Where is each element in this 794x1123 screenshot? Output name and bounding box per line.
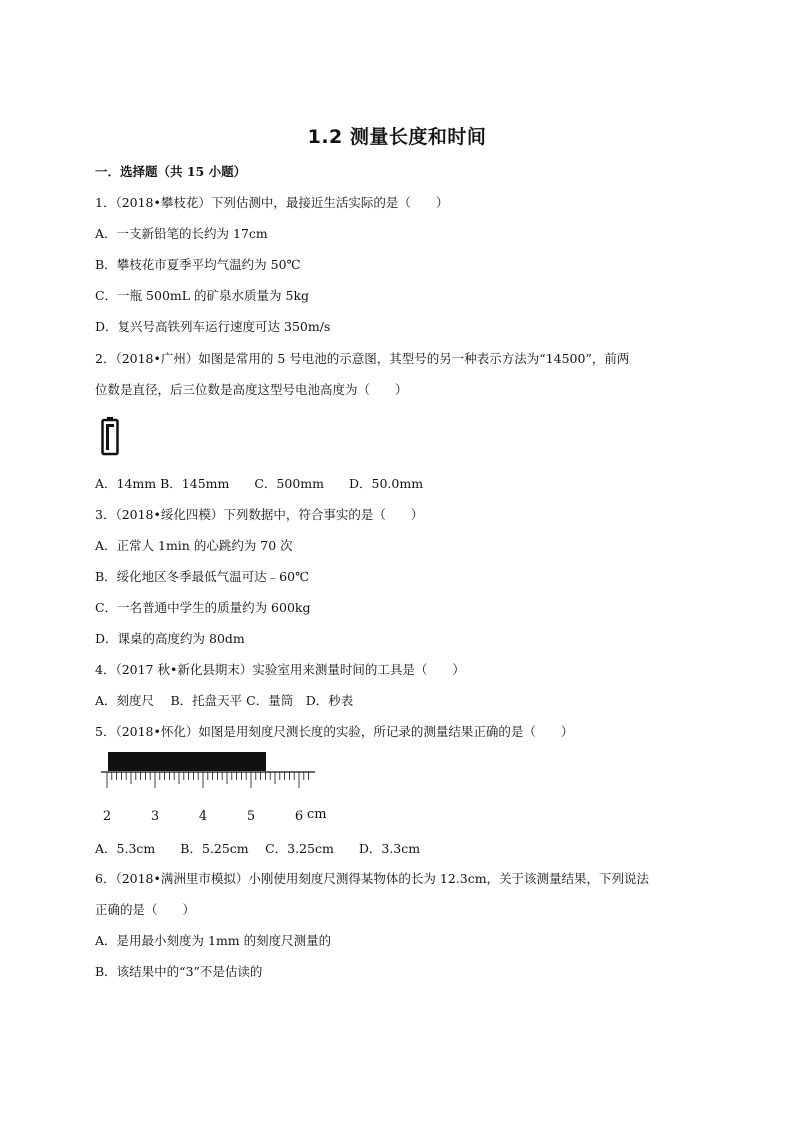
question-3-stem: 3．（2018•绥化四模）下列数据中，符合事实的是（ ）	[95, 507, 424, 522]
question-3-option-a: A．正常人 1min 的心跳约为 70 次	[95, 538, 293, 553]
ruler-ticks	[107, 772, 309, 788]
page-title: 1.2 测量长度和时间	[307, 126, 487, 148]
question-2-options: A．14mm B．145mm C．500mm D．50.0mm	[95, 476, 424, 491]
question-2-stem-line2: 位数是直径，后三位数是高度这型号电池高度为（ ）	[95, 382, 408, 397]
question-3-option-d: D．课桌的高度约为 80dm	[95, 631, 245, 646]
question-1-stem: 1．（2018•攀枝花）下列估测中，最接近生活实际的是（ ）	[95, 195, 449, 210]
ruler-label: 5	[246, 809, 256, 824]
question-1-option-c: C．一瓶 500mL 的矿泉水质量为 5kg	[95, 288, 310, 303]
question-3-option-b: B．绥化地区冬季最低气温可达﹣60℃	[95, 569, 310, 584]
ruler-label: 2	[102, 809, 112, 824]
question-6-option-b: B．该结果中的“3”不是估读的	[95, 964, 263, 979]
question-1-option-b: B．攀枝花市夏季平均气温约为 50℃	[95, 257, 301, 272]
ruler-label: 4	[198, 809, 208, 824]
question-4-stem: 4．（2017 秋•新化县期末）实验室用来测量时间的工具是（ ）	[95, 662, 465, 677]
measured-object	[108, 752, 266, 771]
question-1-option-d: D．复兴号高铁列车运行速度可达 350m/s	[95, 319, 331, 334]
ruler-labels	[103, 809, 303, 824]
battery-illustration	[100, 416, 120, 456]
ruler-label: 3	[150, 809, 160, 824]
question-2-stem-line1: 2．（2018•广州）如图是常用的 5 号电池的示意图，其型号的另一种表示方法为“14500”，前两	[95, 351, 630, 366]
question-6-stem-line1: 6．（2018•满洲里市模拟）小刚使用刻度尺测得某物体的长为 12.3cm，关于该测量结果，下列说法	[95, 871, 650, 886]
ruler-illustration	[96, 748, 336, 828]
question-3-option-c: C．一名普通中学生的质量约为 600kg	[95, 600, 311, 615]
question-1-option-a: A．一支新铅笔的长约为 17cm	[95, 226, 268, 241]
question-5-options: A．5.3cm B．5.25cm C．3.25cm D．3.3cm	[95, 841, 421, 856]
question-6-stem-line2: 正确的是（ ）	[95, 902, 196, 917]
ruler-label: 6	[294, 809, 304, 824]
ruler-unit-label: cm	[307, 807, 327, 822]
section-heading: 一．选择题（共 15 小题）	[95, 164, 247, 179]
question-5-stem: 5．（2018•怀化）如图是用刻度尺测长度的实验，所记录的测量结果正确的是（ ）	[95, 724, 574, 739]
question-4-options: A．刻度尺 B．托盘天平 C．量筒 D．秒表	[95, 693, 354, 708]
question-6-option-a: A．是用最小刻度为 1mm 的刻度尺测量的	[95, 933, 332, 948]
